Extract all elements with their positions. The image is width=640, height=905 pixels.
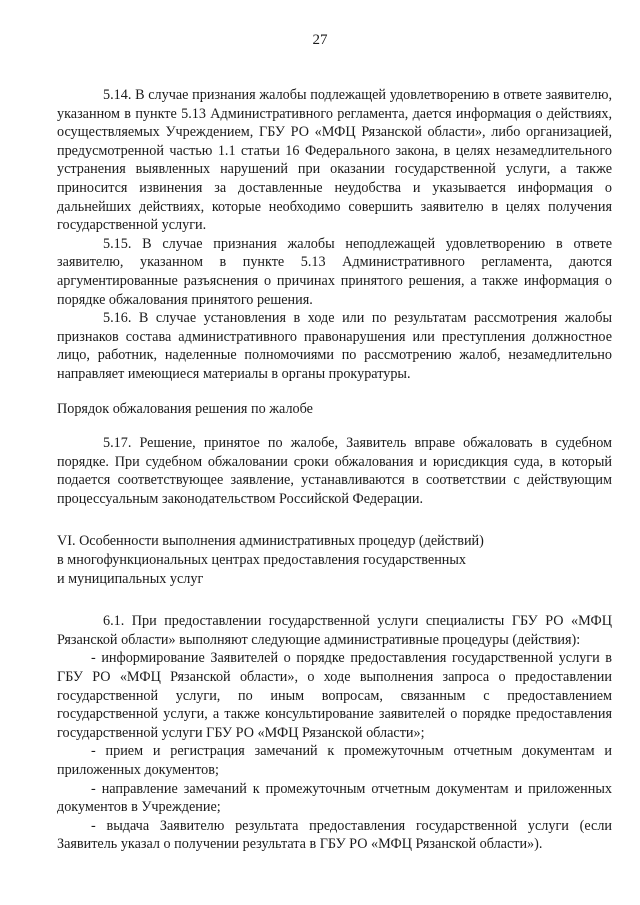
paragraph-6-1: 6.1. При предоставлении государственной услуги специалисты ГБУ РО «МФЦ Рязанской области» выполняют следующие административные процедуры (действия):	[57, 613, 612, 648]
list-item: - информирование Заявителей о порядке предоставления государственной услуги в ГБУ РО «МФЦ Рязанской области», о ходе выполнения запроса о предоставлении государственной услуги, по иным вопросам, связанным с предоставлением государственной услуги, а также консультирование заявителей о порядке предоставления государственной услуги ГБУ РО «МФЦ Рязанской области»;	[57, 650, 612, 741]
document-body	[57, 86, 612, 854]
paragraph-5-17: 5.17. Решение, принятое по жалобе, Заявитель вправе обжаловать в судебном порядке. При судебном обжаловании сроки обжалования и юрисдикция суда, в который подается соответствующее заявление, устанавливаются в соответствии с действующим процессуальным законодательством Российской Федерации.	[57, 435, 612, 507]
appeal-heading: Порядок обжалования решения по жалобе	[57, 400, 313, 417]
section-vi-title	[57, 532, 612, 588]
list-item: - выдача Заявителю результата предоставления государственной услуги (если Заявитель указал о получении результата в ГБУ РО «МФЦ Рязанской области»).	[57, 817, 612, 853]
list-item: - направление замечаний к промежуточным отчетным документам и приложенных документов в Учреждение;	[57, 780, 612, 816]
paragraph-5-14: 5.14. В случае признания жалобы подлежащей удовлетворению в ответе заявителю, указанном в пункте 5.13 Административного регламента, дается информация о действиях, осуществляемых Учреждением, ГБУ РО «МФЦ Рязанской области», либо организацией, предусмотренной частью 1.1 статьи 16 Федерального закона, в целях незамедлительного устранения выявленных нарушений при оказании государственной услуги, а также приносится извинения за доставленные неудобства и указывается информация о дальнейших действиях, которые необходимо совершить заявителю в целях получения государственной услуги.	[57, 87, 612, 234]
paragraph-5-15: 5.15. В случае признания жалобы неподлежащей удовлетворению в ответе заявителю, указанном в пункте 5.13 Административного регламента, даются аргументированные разъяснения о причинах принятого решения, а также информация о порядке обжалования принятого решения.	[57, 235, 612, 308]
section-title-line-2: в многофункциональных центрах предоставления государственных	[57, 552, 467, 569]
section-title-line-3: и муниципальных услуг	[57, 570, 204, 587]
section-title-line-1: VI. Особенности выполнения административных процедур (действий)	[57, 533, 484, 550]
paragraph-5-16: 5.16. В случае установления в ходе или по результатам рассмотрения жалобы признаков состава административного правонарушения или преступления должностное лицо, работник, наделенные полномочиями по рассмотрению жалоб, незамедлительно направляет имеющиеся материалы в органы прокуратуры.	[57, 310, 612, 382]
list-item: - прием и регистрация замечаний к промежуточным отчетным документам и приложенных документов;	[57, 743, 612, 778]
page-number: 27	[312, 32, 328, 48]
